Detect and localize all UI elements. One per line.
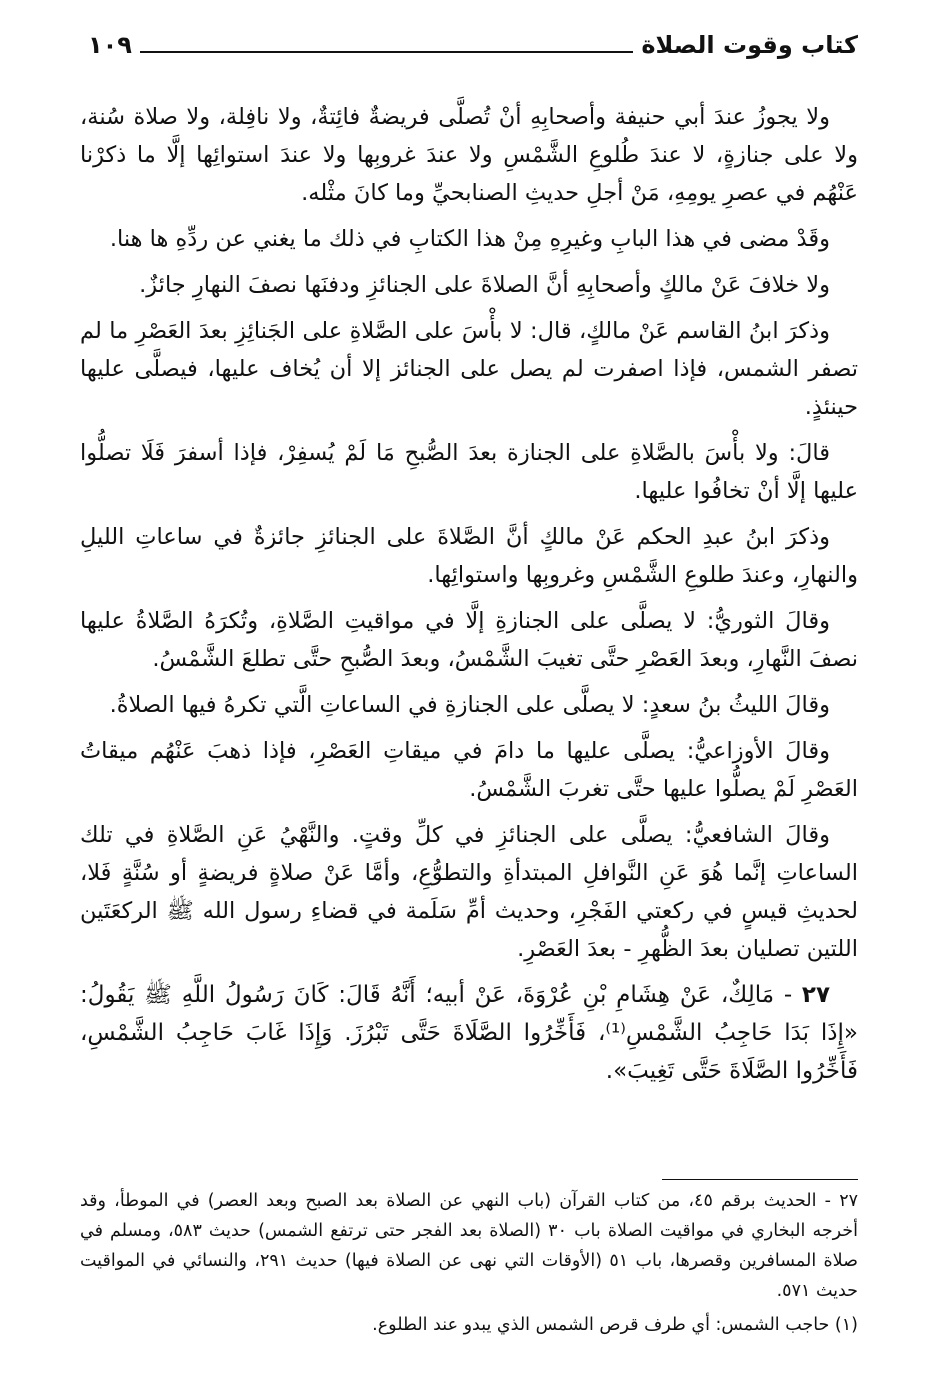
paragraph: وذكرَ ابنُ عبدِ الحكم عَنْ مالكٍ أنَّ الصَّلاةَ على الجنائزِ جائزةٌ في ساعاتِ الليلِ والنهارِ، وعندَ طلوعِ الشَّمْسِ وغروبِها واستوائِها. [80, 524, 858, 588]
paragraph: ولا خلافَ عَنْ مالكٍ وأصحابِهِ أنَّ الصلاةَ على الجنائزِ ودفنَها نصفَ النهارِ جائزٌ. [139, 272, 830, 298]
paragraph: وذكرَ ابنُ القاسم عَنْ مالكٍ، قال: لا بأْسَ على الصَّلاةِ على الجَنائِزِ بعدَ العَصْرِ ما لم تصفر الشمس، فإذا اصفرت لم يصل على الجنائز إلا أن يُخاف عليها، فيصلَّى عليها حينئذٍ. [80, 318, 858, 420]
footnote-separator [662, 1179, 858, 1180]
running-title: كتاب وقوت الصلاة [641, 31, 858, 59]
footnote: ٢٧ - الحديث برقم ٤٥، من كتاب القرآن (باب النهي عن الصلاة بعد الصبح وبعد العصر) في الموطأ، وقد أخرجه البخاري في مواقيت الصلاة باب ٣٠ (الصلاة بعد الفجر حتى ترتفع الشمس) حديث ٥٨٣، ومسلم في صلاة المسافرين وقصرها، باب ٥١ (الأوقات التي نهى عن الصلاة فيها) حديث ٢٩١، والنسائي في المواقيت حديث ٥٧١. [80, 1191, 858, 1301]
paragraph: ولا يجوزُ عندَ أبي حنيفة وأصحابِهِ أنْ تُصلَّى فريضةٌ فائِتةٌ، ولا نافِلة، ولا صلاة سُنة، ولا على جنازةٍ، لا عندَ طُلوعِ الشَّمْسِ ولا عندَ غروبِها ولا عندَ استوائِها إلَّا ما ذكرْنا عَنْهُم في عصرِ يومِهِ، مَنْ أجلِ حديثِ الصنابحيِّ وما كانَ مثْله. [80, 104, 858, 206]
page-header [88, 28, 858, 62]
page-number: ١٠٩ [88, 31, 132, 59]
paragraph: قالَ: ولا بأْسَ بالصَّلاةِ على الجنازة بعدَ الصُّبحِ مَا لَمْ يُسفِرْ، فإذا أسفرَ فَلَا تصلُّوا عليها إلَّا أنْ تخافُوا عليها. [80, 440, 858, 504]
main-text [80, 98, 858, 1098]
paragraph: وقالَ الثوريُّ: لا يصلَّى على الجنازةِ إلَّا في مواقيتِ الصَّلاةِ، وتُكرَهُ الصَّلاةُ عليها نصفَ النَّهارِ، وبعدَ العَصْرِ حتَّى تغيبَ الشَّمْسُ، وبعدَ الصُّبحِ حتَّى تطلعَ الشَّمْسُ. [80, 608, 858, 672]
header-rule [140, 51, 633, 53]
footnotes [80, 1186, 858, 1340]
paragraph: وقالَ الأوزاعيُّ: يصلَّى عليها ما دامَ في ميقاتِ العَصْرِ، فإذا ذهبَ عَنْهُم ميقاتُ العَصْرِ لَمْ يصلُّوا عليها حتَّى تغربَ الشَّمْسُ. [80, 738, 858, 802]
paragraph: وقالَ الشافعيُّ: يصلَّى على الجنائزِ في كلِّ وقتٍ. والنَّهْيُ عَنِ الصَّلاةِ في تلك الساعاتِ إنَّما هُوَ عَنِ النَّوافلِ المبتدأةِ والتطوُّعِ، وأمَّا عَنْ صلاةٍ فريضةٍ أو سُنَّةٍ فَلا، لحديثِ قيسٍ في ركعتي الفَجْرِ، وحديث أمِّ سَلَمة في قضاءِ رسول الله ﷺ الركعَتَين اللتين تصليان بعدَ الظُّهرِ - بعدَ العَصْرِ. [80, 822, 858, 962]
hadith-text: - مَالِكٌ، عَنْ هِشَامِ بْنِ عُرْوَةَ، عَنْ أبيه؛ أَنَّهُ قَالَ: كَانَ رَسُولُ اللَّهِ ﷺ يَقُولُ: «إِذَا بَدَا حَاجِبُ الشَّمْسِ⁽¹⁾، فَأَخِّرُوا الصَّلَاةَ حَتَّى تَبْرُزَ. وَإِذَا غَابَ حَاجِبُ الشَّمْسِ، فَأَخِّرُوا الصَّلَاةَ حَتَّى تَغِيبَ». [80, 982, 859, 1084]
paragraph: وقَدْ مضى في هذا البابِ وغيرِهِ مِنْ هذا الكتابِ في ذلك ما يغني عن ردِّهِ ها هنا. [109, 226, 830, 252]
footnote: (١) حاجب الشمس: أي طرف قرص الشمس الذي يبدو عند الطلوع. [372, 1315, 858, 1335]
paragraph: وقالَ الليثُ بنُ سعدٍ: لا يصلَّى على الجنازةِ في الساعاتِ الَّتي تكرهُ فيها الصلاةُ. [109, 692, 830, 718]
hadith-paragraph [80, 976, 858, 1090]
hadith-number: ٢٧ [801, 982, 830, 1008]
